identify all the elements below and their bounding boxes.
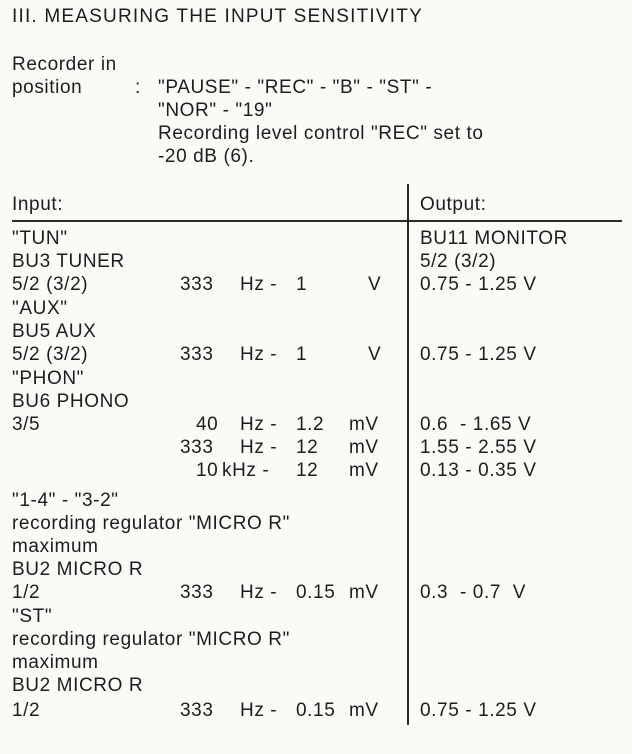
tun-freq-unit: Hz - bbox=[240, 274, 278, 295]
recorder-value-line3: Recording level control "REC" set to bbox=[158, 123, 484, 144]
aux-pins: 5/2 (3/2) bbox=[12, 344, 89, 365]
phon-row1-freq-unit: Hz - bbox=[240, 414, 278, 435]
micro2-pins: 1/2 bbox=[12, 700, 41, 721]
micro2-mode: "ST" bbox=[12, 606, 53, 627]
header-divider bbox=[12, 220, 622, 222]
phon-row3-level-unit: mV bbox=[349, 460, 379, 481]
phon-row2-freq-unit: Hz - bbox=[240, 437, 278, 458]
phon-row2-out: 1.55 - 2.55 V bbox=[420, 437, 537, 458]
header-input: Input: bbox=[12, 194, 64, 215]
phon-row3-freq-unit: kHz - bbox=[222, 460, 270, 481]
column-divider bbox=[407, 184, 409, 725]
header-output: Output: bbox=[420, 194, 487, 215]
tun-out-pins: 5/2 (3/2) bbox=[420, 251, 497, 272]
tun-level-unit: V bbox=[368, 274, 382, 295]
phon-row1-level: 1.2 bbox=[296, 414, 325, 435]
micro1-socket: BU2 MICRO R bbox=[12, 559, 144, 580]
recorder-label-line2: position bbox=[12, 77, 83, 98]
section-title: III. MEASURING THE INPUT SENSITIVITY bbox=[12, 6, 423, 27]
phon-pins: 3/5 bbox=[12, 414, 41, 435]
phon-row2-level-unit: mV bbox=[349, 437, 379, 458]
aux-mode: "AUX" bbox=[12, 298, 68, 319]
phon-row3-freq: 10 bbox=[196, 460, 219, 481]
recorder-label-line1: Recorder in bbox=[12, 54, 117, 75]
recorder-colon: : bbox=[135, 77, 141, 98]
micro2-regulator: recording regulator "MICRO R" bbox=[12, 629, 290, 650]
tun-freq: 333 bbox=[180, 274, 214, 295]
tun-out-socket: BU11 MONITOR bbox=[420, 228, 568, 249]
tun-mode: "TUN" bbox=[12, 228, 68, 249]
phon-row2-level: 12 bbox=[296, 437, 319, 458]
aux-level-unit: V bbox=[368, 344, 382, 365]
tun-socket: BU3 TUNER bbox=[12, 251, 125, 272]
phon-row3-out: 0.13 - 0.35 V bbox=[420, 460, 537, 481]
recorder-value-line2: "NOR" - "19" bbox=[158, 100, 273, 121]
micro1-regulator: recording regulator "MICRO R" bbox=[12, 513, 290, 534]
phon-row1-freq: 40 bbox=[196, 414, 219, 435]
micro2-level: 0.15 bbox=[296, 700, 336, 721]
phon-row2-freq: 333 bbox=[180, 437, 214, 458]
micro1-mode: "1-4" - "3-2" bbox=[12, 490, 119, 511]
phon-row3-level: 12 bbox=[296, 460, 319, 481]
micro2-out-range: 0.75 - 1.25 V bbox=[420, 700, 537, 721]
recorder-value-line1: "PAUSE" - "REC" - "B" - "ST" - bbox=[158, 77, 433, 98]
micro1-level: 0.15 bbox=[296, 582, 336, 603]
phon-row1-out: 0.6 - 1.65 V bbox=[420, 414, 532, 435]
recorder-value-line4: -20 dB (6). bbox=[158, 146, 255, 167]
micro1-level-unit: mV bbox=[349, 582, 379, 603]
micro1-setting: maximum bbox=[12, 536, 99, 557]
micro2-setting: maximum bbox=[12, 652, 99, 673]
phon-socket: BU6 PHONO bbox=[12, 391, 130, 412]
micro2-socket: BU2 MICRO R bbox=[12, 675, 144, 696]
micro1-freq-unit: Hz - bbox=[240, 582, 278, 603]
micro2-freq-unit: Hz - bbox=[240, 700, 278, 721]
aux-out-range: 0.75 - 1.25 V bbox=[420, 344, 537, 365]
aux-freq-unit: Hz - bbox=[240, 344, 278, 365]
aux-socket: BU5 AUX bbox=[12, 321, 97, 342]
phon-row1-level-unit: mV bbox=[349, 414, 379, 435]
aux-level: 1 bbox=[296, 344, 308, 365]
phon-mode: "PHON" bbox=[12, 368, 84, 389]
micro1-out-range: 0.3 - 0.7 V bbox=[420, 582, 527, 603]
tun-pins: 5/2 (3/2) bbox=[12, 274, 89, 295]
micro2-level-unit: mV bbox=[349, 700, 379, 721]
tun-level: 1 bbox=[296, 274, 308, 295]
aux-freq: 333 bbox=[180, 344, 214, 365]
micro1-freq: 333 bbox=[180, 582, 214, 603]
micro1-pins: 1/2 bbox=[12, 582, 41, 603]
micro2-freq: 333 bbox=[180, 700, 214, 721]
tun-out-range: 0.75 - 1.25 V bbox=[420, 274, 537, 295]
